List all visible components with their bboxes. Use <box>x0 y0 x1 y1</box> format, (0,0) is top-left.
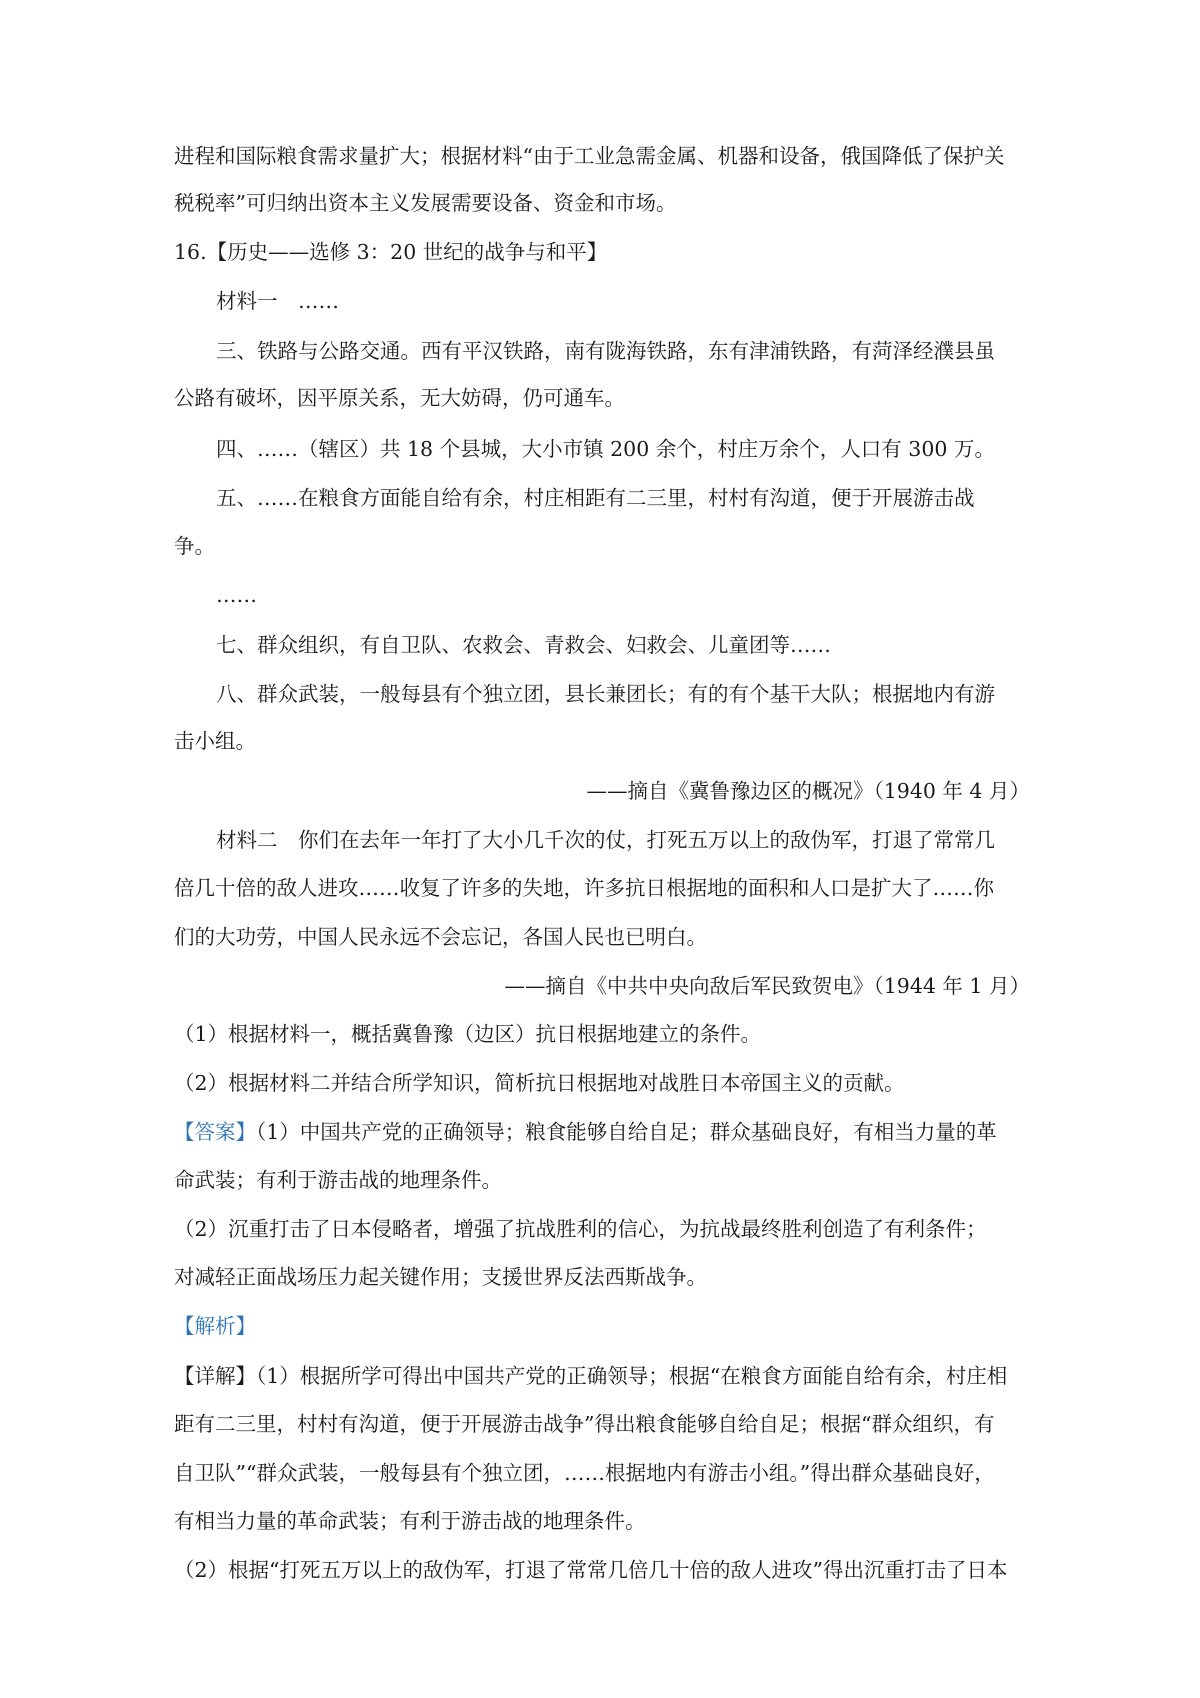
text-line: 倍几十倍的敌人进攻……收复了许多的失地，许多抗日根据地的面积和人口是扩大了……你 <box>174 876 994 900</box>
text-line: 击小组。 <box>174 729 256 753</box>
analysis-label: 【解析】 <box>174 1314 256 1338</box>
answer-label: 【答案】 <box>174 1120 256 1144</box>
material-one-label: 材料一 …… <box>216 289 339 313</box>
source-citation: ——摘自《中共中央向敌后军民致贺电》（1944 年 1 月） <box>504 974 1030 998</box>
text-line: 对减轻正面战场压力起关键作用；支援世界反法西斯战争。 <box>174 1265 707 1289</box>
text-line: （2）根据“打死五万以上的敌伪军，打退了常常几倍几十倍的敌人进攻”得出沉重打击了日本 <box>174 1558 1008 1582</box>
text-line: 自卫队”“群众武装，一般每县有个独立团，……根据地内有游击小组。”得出群众基础良好， <box>174 1461 995 1485</box>
question-1: （1）根据材料一，概括冀鲁豫（边区）抗日根据地建立的条件。 <box>174 1022 762 1046</box>
text-line: 三、铁路与公路交通。西有平汉铁路，南有陇海铁路，东有津浦铁路，有菏泽经濮县虽 <box>216 339 995 363</box>
question-2: （2）根据材料二并结合所学知识，简析抗日根据地对战胜日本帝国主义的贡献。 <box>174 1071 905 1095</box>
text-line: 距有二三里，村村有沟道，便于开展游击战争”得出粮食能够自给自足；根据“群众组织，有 <box>174 1412 995 1436</box>
detail-line: 【详解】（1）根据所学可得出中国共产党的正确领导；根据“在粮食方面能自给有余，村庄相 <box>174 1364 1008 1388</box>
text-line: 税税率”可归纳出资本主义发展需要设备、资金和市场。 <box>174 191 677 215</box>
text-line: （2）沉重打击了日本侵略者，增强了抗战胜利的信心，为抗战最终胜利创造了有利条件； <box>174 1217 987 1241</box>
answer-line: 【答案】（1）中国共产党的正确领导；粮食能够自给自足；群众基础良好，有相当力量的革 <box>174 1120 997 1144</box>
text-line: 五、……在粮食方面能自给有余，村庄相距有二三里，村村有沟道，便于开展游击战 <box>216 486 975 510</box>
text-line: 们的大功劳，中国人民永远不会忘记，各国人民也已明白。 <box>174 925 707 949</box>
text-line: 命武装；有利于游击战的地理条件。 <box>174 1168 502 1192</box>
text-line: 公路有破坏，因平原关系，无大妨碍，仍可通车。 <box>174 386 625 410</box>
text-line: 有相当力量的革命武装；有利于游击战的地理条件。 <box>174 1509 646 1533</box>
material-two: 材料二 你们在去年一年打了大小几千次的仗，打死五万以上的敌伪军，打退了常常几 <box>216 828 995 852</box>
text-line: 四、……（辖区）共 18 个县城，大小市镇 200 余个，村庄万余个，人口有 300 万。 <box>216 437 995 461</box>
text-line: 八、群众武装，一般每县有个独立团，县长兼团长；有的有个基干大队；根据地内有游 <box>216 682 995 706</box>
text-line: 争。 <box>174 534 215 558</box>
text-line: …… <box>216 583 257 607</box>
detail-label: 【详解】 <box>174 1364 256 1388</box>
question-title: 16.【历史——选修 3：20 世纪的战争与和平】 <box>174 240 608 264</box>
source-citation: ——摘自《冀鲁豫边区的概况》（1940 年 4 月） <box>586 779 1030 803</box>
text-line: 七、群众组织，有自卫队、农救会、青救会、妇救会、儿童团等…… <box>216 633 831 657</box>
text-line: 进程和国际粮食需求量扩大；根据材料“由于工业急需金属、机器和设备，俄国降低了保护关 <box>174 144 1005 168</box>
